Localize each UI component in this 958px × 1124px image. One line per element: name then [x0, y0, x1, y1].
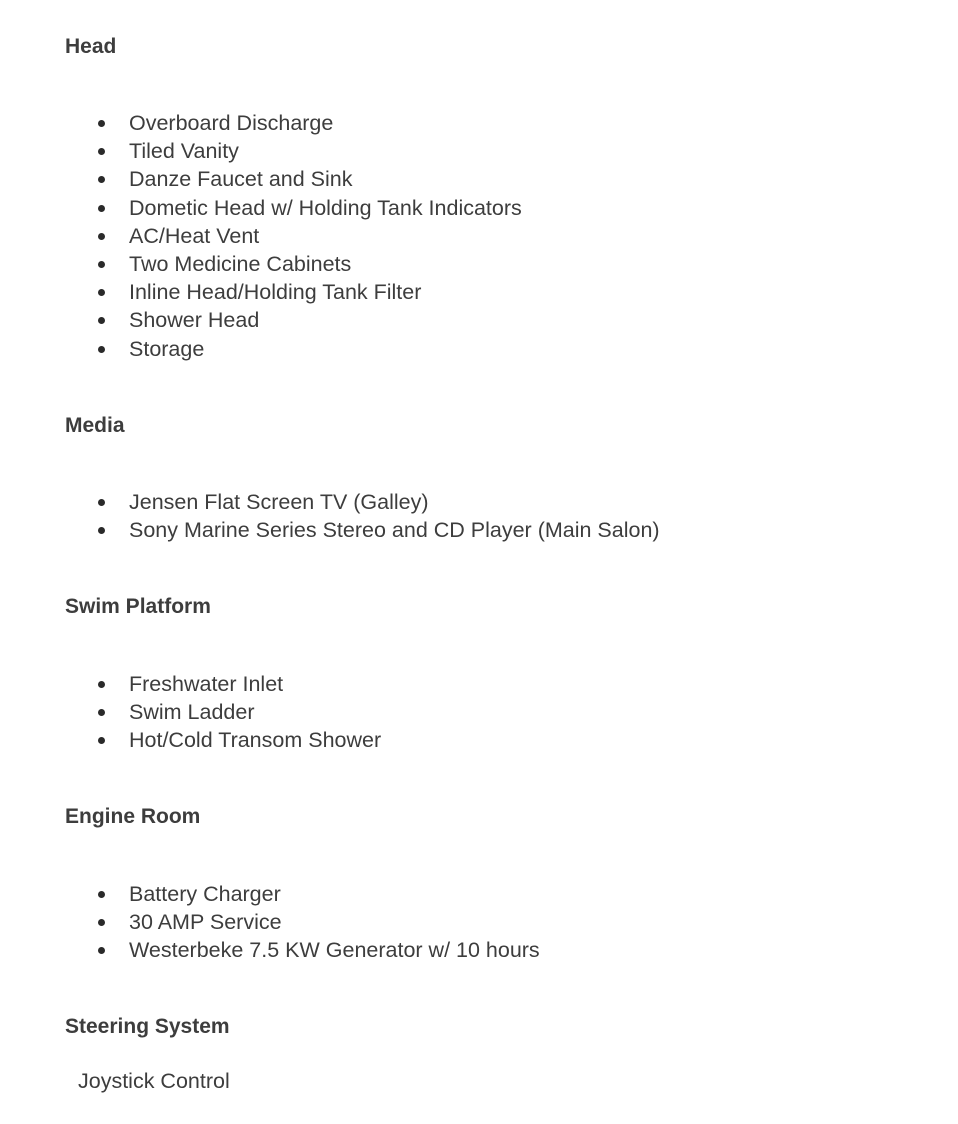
section-heading-steering-system: Steering System: [65, 1015, 230, 1038]
list-item: Inline Head/Holding Tank Filter: [0, 278, 522, 306]
list-item: AC/Heat Vent: [0, 222, 522, 250]
bullet-icon: [98, 499, 105, 506]
list-item: Dometic Head w/ Holding Tank Indicators: [0, 194, 522, 222]
list-item: Danze Faucet and Sink: [0, 165, 522, 193]
bullet-icon: [98, 289, 105, 296]
bullet-icon: [98, 176, 105, 183]
steering-system-text: Joystick Control: [78, 1069, 230, 1093]
list-item: Swim Ladder: [0, 698, 381, 726]
engine-room-items-list: [0, 880, 540, 965]
section-heading-swim-platform: Swim Platform: [65, 595, 211, 618]
bullet-icon: [98, 261, 105, 268]
list-item: Two Medicine Cabinets: [0, 250, 522, 278]
bullet-icon: [98, 527, 105, 534]
list-item: Hot/Cold Transom Shower: [0, 726, 381, 754]
head-items-list: [0, 109, 522, 363]
bullet-icon: [98, 233, 105, 240]
list-item: Storage: [0, 335, 522, 363]
bullet-icon: [98, 205, 105, 212]
list-item: Westerbeke 7.5 KW Generator w/ 10 hours: [0, 936, 540, 964]
bullet-icon: [98, 891, 105, 898]
list-item: Overboard Discharge: [0, 109, 522, 137]
media-items-list: [0, 488, 660, 544]
list-item: 30 AMP Service: [0, 908, 540, 936]
section-heading-engine-room: Engine Room: [65, 805, 201, 828]
bullet-icon: [98, 346, 105, 353]
section-heading-media: Media: [65, 414, 125, 437]
bullet-icon: [98, 120, 105, 127]
list-item: Sony Marine Series Stereo and CD Player (Main Salon): [0, 516, 660, 544]
bullet-icon: [98, 919, 105, 926]
swim-platform-items-list: [0, 670, 381, 755]
section-heading-head: Head: [65, 35, 117, 58]
list-item: Jensen Flat Screen TV (Galley): [0, 488, 660, 516]
bullet-icon: [98, 737, 105, 744]
list-item: Battery Charger: [0, 880, 540, 908]
list-item: Tiled Vanity: [0, 137, 522, 165]
bullet-icon: [98, 681, 105, 688]
list-item: Shower Head: [0, 306, 522, 334]
bullet-icon: [98, 148, 105, 155]
bullet-icon: [98, 709, 105, 716]
list-item: Freshwater Inlet: [0, 670, 381, 698]
bullet-icon: [98, 317, 105, 324]
bullet-icon: [98, 947, 105, 954]
